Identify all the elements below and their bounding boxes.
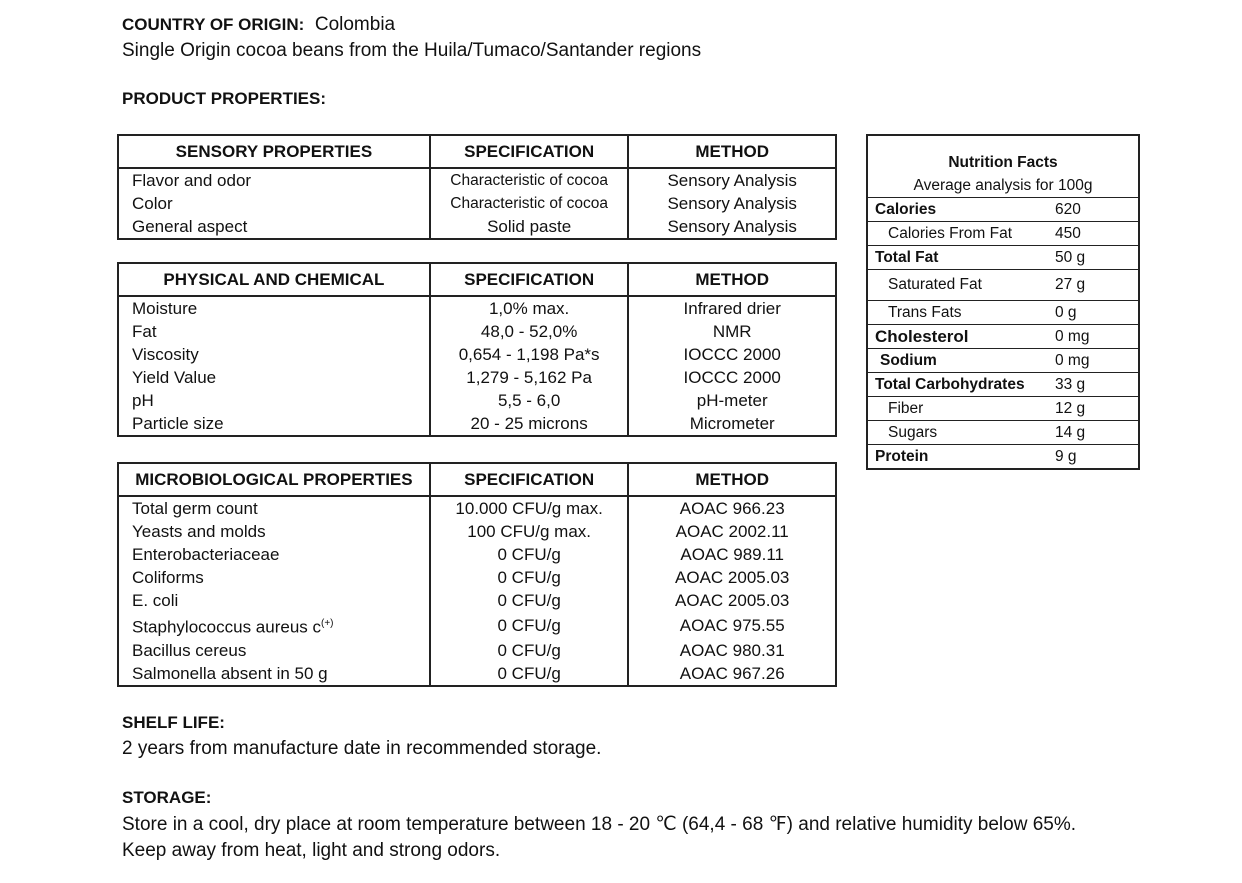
column-header: SPECIFICATION bbox=[430, 263, 629, 296]
nutrient-value: 450 bbox=[1055, 222, 1139, 246]
shelf-life-heading: SHELF LIFE: bbox=[122, 713, 225, 732]
nutrition-subtitle: Average analysis for 100g bbox=[913, 176, 1093, 194]
method-cell: AOAC 2002.11 bbox=[628, 520, 836, 543]
property-name: Moisture bbox=[118, 296, 430, 320]
table-row bbox=[118, 296, 836, 320]
property-name: Bacillus cereus bbox=[118, 639, 430, 662]
property-name: Color bbox=[118, 192, 430, 215]
nutrition-row bbox=[867, 246, 1139, 270]
specification-cell: 20 - 25 microns bbox=[430, 412, 629, 436]
microbiological-table bbox=[117, 462, 837, 687]
specification-cell: 0 CFU/g bbox=[430, 639, 629, 662]
property-name: Viscosity bbox=[118, 343, 430, 366]
product-properties-heading: PRODUCT PROPERTIES: bbox=[122, 89, 327, 108]
method-cell: Micrometer bbox=[628, 412, 836, 436]
method-cell: NMR bbox=[628, 320, 836, 343]
column-header: SPECIFICATION bbox=[430, 135, 629, 168]
property-name: Total germ count bbox=[118, 496, 430, 520]
table-row bbox=[118, 366, 836, 389]
property-name: Yeasts and molds bbox=[118, 520, 430, 543]
property-name: Particle size bbox=[118, 412, 430, 436]
nutrient-label: Saturated Fat bbox=[867, 270, 1055, 301]
nutrition-row bbox=[867, 373, 1139, 397]
nutrient-value: 0 g bbox=[1055, 301, 1139, 325]
nutrient-value: 12 g bbox=[1055, 397, 1139, 421]
footnote-marker: (+) bbox=[321, 618, 334, 629]
method-cell: Infrared drier bbox=[628, 296, 836, 320]
table-row bbox=[118, 192, 836, 215]
nutrient-value: 620 bbox=[1055, 198, 1139, 222]
table-header-row bbox=[118, 135, 836, 168]
column-header: SPECIFICATION bbox=[430, 463, 629, 496]
method-cell: pH-meter bbox=[628, 389, 836, 412]
nutrient-label: Total Fat bbox=[867, 246, 1055, 270]
table-row bbox=[118, 612, 836, 639]
method-cell: AOAC 975.55 bbox=[628, 612, 836, 639]
specification-cell: 0 CFU/g bbox=[430, 589, 629, 612]
nutrient-label: Total Carbohydrates bbox=[867, 373, 1055, 397]
property-name: Salmonella absent in 50 g bbox=[118, 662, 430, 686]
origin-label: COUNTRY OF ORIGIN: bbox=[122, 15, 305, 34]
property-name: Fat bbox=[118, 320, 430, 343]
table-row bbox=[118, 168, 836, 192]
shelf-life-text: 2 years from manufacture date in recommended storage. bbox=[122, 738, 602, 759]
specification-cell: Characteristic of cocoa bbox=[430, 168, 629, 192]
storage-text-line-2: Keep away from heat, light and strong odors. bbox=[122, 840, 501, 861]
nutrient-label: Calories From Fat bbox=[867, 222, 1055, 246]
nutrition-row bbox=[867, 270, 1139, 301]
specification-cell: 0,654 - 1,198 Pa*s bbox=[430, 343, 629, 366]
column-header: SENSORY PROPERTIES bbox=[118, 135, 430, 168]
specification-cell: 0 CFU/g bbox=[430, 543, 629, 566]
method-cell: AOAC 2005.03 bbox=[628, 566, 836, 589]
table-row bbox=[118, 496, 836, 520]
specification-cell: 0 CFU/g bbox=[430, 612, 629, 639]
method-cell: IOCCC 2000 bbox=[628, 343, 836, 366]
nutrition-row bbox=[867, 397, 1139, 421]
table-row bbox=[118, 662, 836, 686]
nutrient-value: 0 mg bbox=[1055, 349, 1139, 373]
table-header-row bbox=[118, 463, 836, 496]
nutrition-row bbox=[867, 349, 1139, 373]
table-row bbox=[118, 589, 836, 612]
table-row bbox=[118, 320, 836, 343]
table-row bbox=[118, 412, 836, 436]
nutrition-row bbox=[867, 325, 1139, 349]
physical-chemical-table bbox=[117, 262, 837, 437]
specification-cell: Characteristic of cocoa bbox=[430, 192, 629, 215]
table-row bbox=[118, 566, 836, 589]
method-cell: AOAC 989.11 bbox=[628, 543, 836, 566]
staph-label: Staphylococcus aureus c bbox=[132, 617, 321, 637]
method-cell: Sensory Analysis bbox=[628, 215, 836, 239]
column-header: MICROBIOLOGICAL PROPERTIES bbox=[118, 463, 430, 496]
property-name: Enterobacteriaceae bbox=[118, 543, 430, 566]
nutrient-value: 27 g bbox=[1055, 270, 1139, 301]
nutrient-label: Calories bbox=[867, 198, 1055, 222]
origin-description: Single Origin cocoa beans from the Huila/Tumaco/Santander regions bbox=[122, 40, 702, 61]
column-header: METHOD bbox=[628, 135, 836, 168]
nutrition-row bbox=[867, 198, 1139, 222]
country-of-origin bbox=[122, 14, 395, 36]
method-cell: AOAC 967.26 bbox=[628, 662, 836, 686]
table-header-row bbox=[118, 263, 836, 296]
origin-value: Colombia bbox=[314, 14, 396, 35]
nutrition-subtitle-row bbox=[867, 174, 1139, 198]
method-cell: Sensory Analysis bbox=[628, 192, 836, 215]
property-name: General aspect bbox=[118, 215, 430, 239]
nutrient-label: Cholesterol bbox=[867, 325, 1055, 349]
storage-heading: STORAGE: bbox=[122, 788, 212, 807]
specification-cell: 10.000 CFU/g max. bbox=[430, 496, 629, 520]
nutrient-value: 14 g bbox=[1055, 421, 1139, 445]
specification-cell: 0 CFU/g bbox=[430, 662, 629, 686]
nutrition-facts-table bbox=[866, 134, 1140, 470]
nutrient-label: Fiber bbox=[867, 397, 1055, 421]
table-row bbox=[118, 520, 836, 543]
table-row bbox=[118, 543, 836, 566]
method-cell: AOAC 2005.03 bbox=[628, 589, 836, 612]
nutrient-value: 50 g bbox=[1055, 246, 1139, 270]
method-cell: IOCCC 2000 bbox=[628, 366, 836, 389]
nutrient-label: Trans Fats bbox=[867, 301, 1055, 325]
nutrient-value: 33 g bbox=[1055, 373, 1139, 397]
specification-cell: 5,5 - 6,0 bbox=[430, 389, 629, 412]
column-header: METHOD bbox=[628, 463, 836, 496]
nutrient-value: 0 mg bbox=[1055, 325, 1139, 349]
nutrition-title-row bbox=[867, 135, 1139, 174]
storage-text-line-1: Store in a cool, dry place at room temperature between 18 - 20 ℃ (64,4 - 68 ℉) and relative humidity below 65%. bbox=[122, 814, 1077, 835]
nutrition-row bbox=[867, 445, 1139, 470]
sensory-table bbox=[117, 134, 837, 240]
nutrition-row bbox=[867, 301, 1139, 325]
nutrient-label: Protein bbox=[867, 445, 1055, 470]
nutrient-label: Sodium bbox=[867, 349, 1055, 373]
property-name: Coliforms bbox=[118, 566, 430, 589]
column-header: PHYSICAL AND CHEMICAL bbox=[118, 263, 430, 296]
table-row bbox=[118, 639, 836, 662]
property-name: pH bbox=[118, 389, 430, 412]
table-row bbox=[118, 389, 836, 412]
method-cell: AOAC 966.23 bbox=[628, 496, 836, 520]
nutrient-value: 9 g bbox=[1055, 445, 1139, 470]
property-name: E. coli bbox=[118, 589, 430, 612]
table-row bbox=[118, 343, 836, 366]
specification-cell: 100 CFU/g max. bbox=[430, 520, 629, 543]
method-cell: AOAC 980.31 bbox=[628, 639, 836, 662]
nutrition-row bbox=[867, 421, 1139, 445]
column-header: METHOD bbox=[628, 263, 836, 296]
property-name: Flavor and odor bbox=[118, 168, 430, 192]
table-row bbox=[118, 215, 836, 239]
nutrient-label: Sugars bbox=[867, 421, 1055, 445]
method-cell: Sensory Analysis bbox=[628, 168, 836, 192]
specification-cell: 1,279 - 5,162 Pa bbox=[430, 366, 629, 389]
specification-cell: Solid paste bbox=[430, 215, 629, 239]
nutrition-row bbox=[867, 222, 1139, 246]
nutrition-title: Nutrition Facts bbox=[948, 154, 1058, 171]
specification-cell: 1,0% max. bbox=[430, 296, 629, 320]
specification-cell: 0 CFU/g bbox=[430, 566, 629, 589]
property-name: Yield Value bbox=[118, 366, 430, 389]
specification-cell: 48,0 - 52,0% bbox=[430, 320, 629, 343]
property-name bbox=[118, 612, 430, 639]
